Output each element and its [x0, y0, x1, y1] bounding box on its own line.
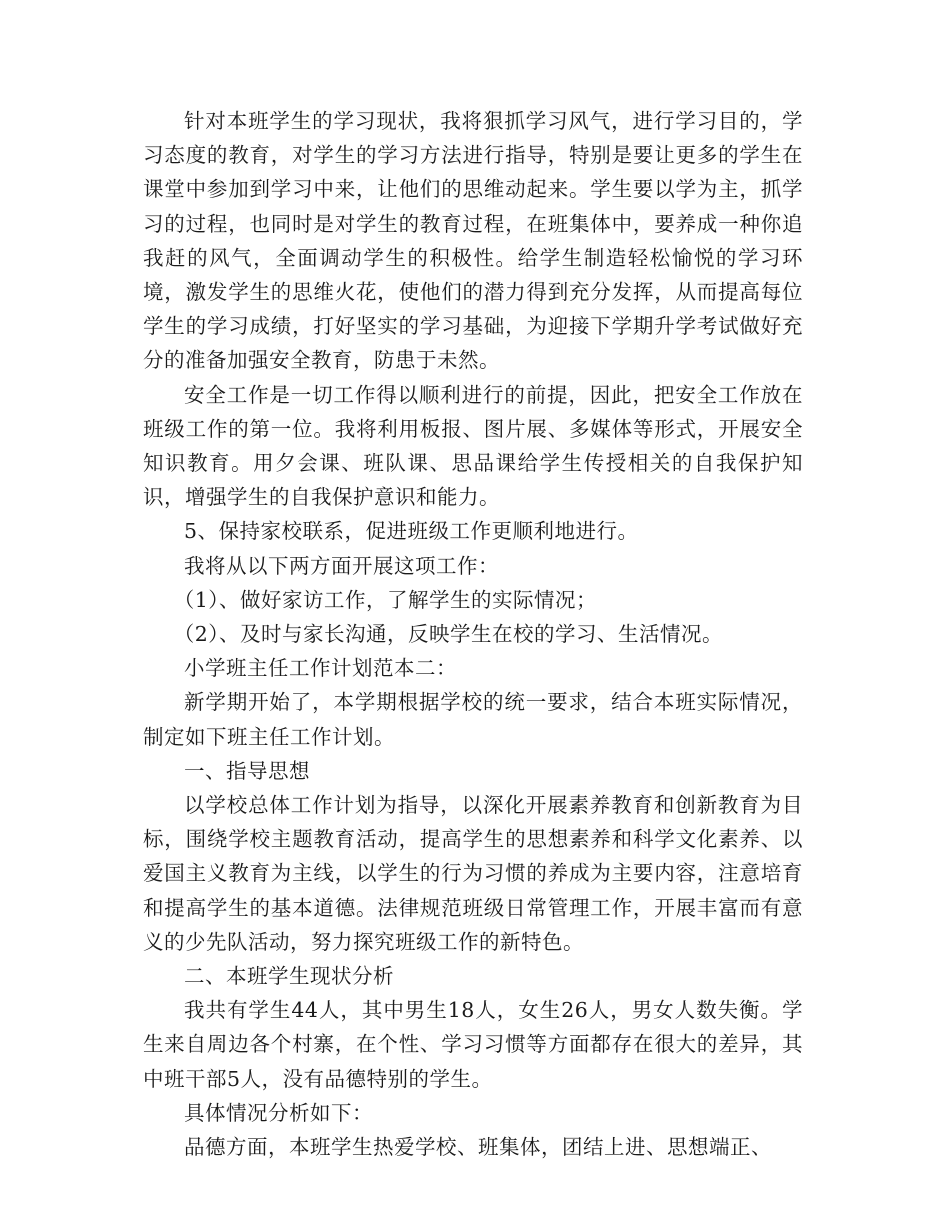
paragraph-two-aspects: 我将从以下两方面开展这项工作： [184, 553, 499, 578]
paragraph-study-atmosphere: 针对本班学生的学习现状，我将狠抓学习风气，进行学习目的，学习态度的教育，对学生的学习方法进行指导，特别是要让更多的学生在课堂中参加到学习中来，让他们的思维动起来。学生要以学为主，抓学习的过程，也同时是对学生的教育过程，在班集体中，要养成一种你追我赶的风气，全面调动学生的积极性。给学生制造轻松愉悦的学习环境，激发学生的思维火花，使他们的潜力得到充分发挥，从而提高每位学生的学习成绩，打好坚实的学习基础，为迎接下学期升学考试做好充分的准备加强安全教育，防患于未然。 [143, 109, 803, 373]
paragraph-home-school-contact: 5、保持家校联系，促进班级工作更顺利地进行。 [184, 519, 639, 544]
document-body [143, 104, 803, 1164]
heading-class-analysis: 二、本班学生现状分析 [184, 964, 394, 989]
paragraph-new-semester: 新学期开始了，本学期根据学校的统一要求，结合本班实际情况，制定如下班主任工作计划。 [143, 690, 803, 749]
heading-guiding-ideology: 一、指导思想 [184, 758, 310, 783]
paragraph-analysis-intro: 具体情况分析如下： [184, 1100, 373, 1125]
paragraph-safety-work: 安全工作是一切工作得以顺利进行的前提，因此，把安全工作放在班级工作的第一位。我将利用板报、图片展、多媒体等形式，开展安全知识教育。用夕会课、班队课、思品课给学生传授相关的自我保护知识，增强学生的自我保护意识和能力。 [143, 382, 803, 510]
paragraph-student-count: 我共有学生44人，其中男生18人，女生26人，男女人数失衡。学生来自周边各个村寨，在个性、学习习惯等方面都存在很大的差异，其中班干部5人，没有品德特别的学生。 [143, 998, 803, 1091]
section-title-plan-two: 小学班主任工作计划范本二： [184, 656, 457, 681]
list-item-parent-communication: （2）、及时与家长沟通，反映学生在校的学习、生活情况。 [173, 622, 724, 647]
list-item-home-visit: （1）、做好家访工作，了解学生的实际情况； [173, 587, 598, 612]
paragraph-morality: 品德方面，本班学生热爱学校、班集体，团结上进、思想端正、 [184, 1135, 772, 1160]
paragraph-guiding-ideology: 以学校总体工作计划为指导，以深化开展素养教育和创新教育为目标，围绕学校主题教育活动，提高学生的思想素养和科学文化素养、以爱国主义教育为主线，以学生的行为习惯的养成为主要内容，注意培育和提高学生的基本道德。法律规范班级日常管理工作，开展丰富而有意义的少先队活动，努力探究班级工作的新特色。 [143, 793, 803, 954]
